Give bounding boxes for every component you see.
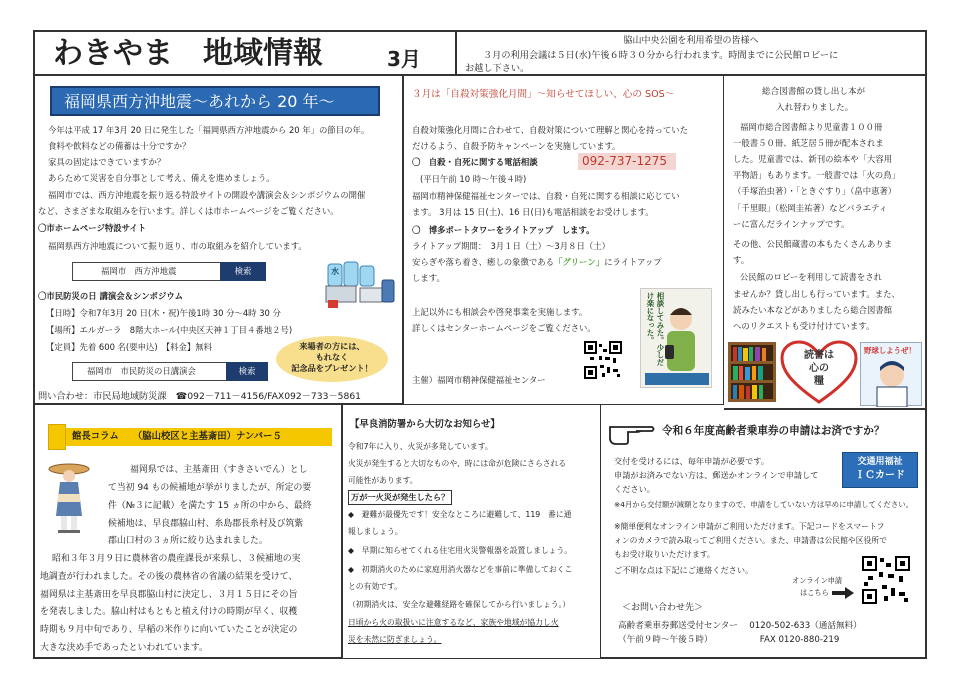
month-label: 3月: [387, 47, 421, 71]
quake-banner: [50, 86, 380, 116]
library-line-15: へのリクエストも受け付けています。: [733, 321, 875, 331]
senior-line-6: ォンのカメラで読み取ってご利用ください。また、申請書は公民館や区役所で: [614, 536, 887, 545]
senior-line-2: 申請がお済みでない方は、郵送かオンラインで申請して: [614, 470, 819, 480]
senior-line-5: ※簡単便利なオンライン申請がご利用いただけます。下記コードをスマートフ: [614, 522, 885, 531]
phone-number[interactable]: 092-737-1275: [582, 154, 668, 168]
fire-closing-1: 日頃から火の取扱いに注意するなど、家族や地域が協力し火: [348, 618, 559, 627]
library-line-10: その他、公民館蔵書の本もたくさんありま: [733, 239, 893, 249]
search-bar-quake-text: 福岡市 西方沖地震: [101, 266, 177, 276]
tower-line: [412, 256, 662, 269]
column-line-7: 地調査が行われました。その後の農林省の省議の結果を受けて、: [40, 572, 298, 582]
library-line-13: ませんか？貸し出しも行っています。また、: [733, 289, 900, 299]
suicide-line-4: ます。 3月は 15 日(土)、16 日(日)も電話相談をお受けします。: [412, 207, 654, 217]
library-line-5: した。児童書では、新刊の絵本や「大容用: [733, 154, 893, 164]
page-title: わきやま 地域情報: [53, 36, 323, 71]
column-line-5: 郡山口村の３ヵ所に絞り込まれました。: [108, 536, 268, 546]
statue-figure: [44, 460, 94, 534]
column-line-3: 件（№３に記載）を満たす 15 ヵ所の中から、最終: [108, 501, 312, 511]
senior-line-3: ください。: [614, 484, 655, 494]
tower-line-pre: 安らぎや落ち着き、癒しの象徴である: [412, 257, 555, 267]
search-button-quake[interactable]: 検索: [220, 262, 266, 281]
suicide-line-6: 詳しくはセンターホームページをご覧ください。: [412, 323, 596, 333]
suicide-title: ３月は「自殺対策強化月間」～知らせてほしい、心の SOS～: [412, 89, 675, 100]
fire-item-6: （初期消火は、安全な避難経路を確保してから行いましょう。）: [348, 600, 571, 609]
fire-item-4: ◆ 初期消火のために家庭用消火器などを事前に準備しておくこ: [348, 565, 573, 574]
bookshelf-image: [728, 342, 776, 402]
library-line-11: す。: [733, 255, 750, 265]
tower-end: します。: [412, 273, 445, 283]
phone-hours: (平日午前 10 時～午後４時): [420, 174, 527, 184]
book-cover-title: 野球しようぜ！: [864, 346, 916, 355]
column-title: 館長コラム （脇山校区と主基斎田）ナンバー５: [72, 431, 282, 442]
contact-title: ＜お問い合わせ先＞: [622, 603, 704, 613]
contact-line-1: 高齢者乗車券郵送受付センター 0120-502-633（通話無料）: [618, 621, 862, 631]
column-line-10: 時期も９月中旬であり、早稲の米作りに向いていたことが決定の: [40, 625, 298, 635]
search-button-symposium[interactable]: 検索: [226, 362, 268, 381]
suicide-line-2: だけるよう、自殺予防キャンペーンを実施しています。: [412, 141, 621, 151]
column-line-4: 候補地は、早良郡脇山村、糸島郡長糸村及び筑紫: [108, 519, 304, 529]
quake-contact: 問い合わせ：市民局地域防災課 ☎092－711－4156/FAX092－733－5861: [38, 391, 362, 402]
suicide-line-5: 上記以外にも相談会や啓発事業を実施します。: [412, 307, 588, 317]
quake-line-1: 今年は平成 17 年3月 20 日に発生した「福岡県西方沖地震から 20 年」の節目の年。: [48, 125, 370, 135]
tower-line-post: にライトアップ: [604, 257, 662, 267]
symposium-line-2: 【場所】エルガーラ 8階大ホール(中央区天神１丁目４番地２号): [46, 325, 293, 335]
park-notice: [457, 30, 927, 76]
park-notice-title: 脇山中央公園を利用希望の皆様へ: [623, 36, 759, 46]
park-notice-line-2: お越し下さい。: [465, 63, 530, 74]
ic-card-line-2: ＩＣカード: [855, 470, 905, 481]
present-bubble: [276, 336, 388, 382]
supplies-icon-label: 水: [331, 267, 339, 276]
search-bar-symposium-text: 福岡市 市民防災の日講演会: [87, 366, 196, 376]
heart-text: [780, 349, 858, 388]
quake-line-4: あらためて災害を自分事として考え、備えを進めましょう。: [48, 173, 275, 183]
column-line-9: を発表しました。脇山村はもともと植え付けの時期が早く、収穫: [40, 607, 298, 617]
qr-code-online[interactable]: [862, 556, 910, 604]
heart-icon: [780, 340, 858, 406]
fire-item-3: ◆ 早期に知らせてくれる住宅用火災警報器を設置しましょう。: [348, 546, 573, 555]
search-bar-symposium[interactable]: [72, 362, 268, 381]
pointing-hand-icon: [608, 418, 656, 446]
fire-title: 【早良消防署から大切なお知らせ】: [350, 419, 500, 430]
quake-title: 福岡県西方沖地震～あれから 20 年～: [64, 92, 335, 111]
tower-green: 「グリーン」: [554, 257, 605, 267]
emergency-supplies-icon: [322, 256, 398, 310]
senior-line-4: ※4月から交付額が減額となりますので、申請をしていない方は早めに申請してください。: [614, 500, 913, 509]
library-line-6: 平物語」もあります。一般書では「火の鳥」: [733, 170, 900, 180]
senior-line-7: もお受け取りいただけます。: [614, 550, 715, 559]
symposium-heading: 〇市民防災の日 講演会＆シンポジウム: [38, 291, 183, 301]
column-line-11: 大きな決め手であったといわれています。: [40, 643, 208, 653]
quake-line-3: 家具の固定はできていますか？: [48, 157, 166, 167]
library-line-8: 「千里眼」（松岡圭祐著）などバラエティ: [733, 203, 888, 213]
consultation-poster: [640, 288, 712, 388]
fire-line-2: 火災が発生すると大切なものや、時には命が危険にさらされる: [348, 459, 567, 468]
heart-line-3: 糧: [814, 376, 824, 387]
fire-item-2: 報しましょう。: [348, 527, 403, 536]
qr-code-suicide[interactable]: [584, 341, 622, 379]
quake-line-6: など、さまざまな取組みを行います。詳しくは市ホームページをご覧ください。: [38, 206, 339, 216]
ic-card-image: [842, 452, 918, 488]
present-bubble-line-2: もれなく: [315, 352, 349, 362]
present-bubble-line-1: 来場者の方には、: [299, 341, 365, 351]
phone-label: 〇 自殺・自死に関する電話相談: [412, 157, 538, 167]
search-bar-quake[interactable]: [72, 262, 266, 281]
heart-line-1: 読書は: [804, 350, 834, 361]
column-line-1: 福岡県では、主基斎田（すきさいでん）とし: [130, 465, 308, 475]
library-line-12: 公民館のロビーを利用して読書をされ: [740, 272, 883, 282]
column-line-8: 福岡県は主基斎田を早良郡脇山村に決定し、３月１５日にその旨: [40, 590, 298, 600]
library-line-14: 読みたい本などがありましたら総合図書館: [733, 305, 893, 315]
fire-line-3: 可能性があります。: [348, 476, 418, 485]
fire-item-1: ◆ 避難が最優先です！安全なところに避難して、119 番に通: [348, 510, 572, 519]
senior-line-8: ご不明な点は下記にご連絡ください。: [614, 565, 754, 575]
fire-heading: 万が一火災が発生したら？: [348, 490, 452, 505]
library-line-2: 入れ替わりました。: [776, 103, 854, 113]
present-bubble-line-3: 記念品をプレゼント！: [291, 363, 373, 373]
contact-line-2: （午前９時～午後５時） FAX 0120-880-219: [618, 635, 840, 645]
ic-card-line-1: 交通用福祉: [857, 457, 903, 467]
senior-title: 令和６年度高齢者乗車券の申請はお済ですか？: [662, 425, 885, 437]
fire-item-5: との有効です。: [348, 582, 402, 591]
quake-line-2: 食料や飲料などの備蓄は十分ですか？: [48, 141, 191, 151]
symposium-line-1: 【日時】令和7年3月 20 日(木・祝)午後1時 30 分～4時 30 分: [46, 308, 281, 318]
online-label-2: はこちら: [800, 588, 829, 597]
library-line-9: ーに富んだラインナップです。: [733, 219, 850, 229]
arrow-right-icon: [832, 584, 854, 596]
site-heading: 〇市ホームページ特設サイト: [38, 223, 147, 233]
senior-line-1: 交付を受けるには、毎年申請が必要です。: [614, 456, 769, 466]
tower-label: 〇 博多ポートタワーをライトアップ します。: [412, 225, 595, 235]
suicide-line-3: 福岡市精神保健福祉センターでは、自殺・自死に関する相談に応じてい: [412, 191, 680, 201]
library-line-7: （手塚治虫著）・「ときぐすり」（畠中恵著）: [733, 186, 897, 196]
column-line-2: て当初 94 もの候補地が挙がりましたが、所定の要: [108, 483, 312, 493]
library-line-4: 一般書５０冊、紙芝居５冊が配本されま: [733, 138, 884, 148]
fire-line-1: 令和7年に入り、火災が多発しています。: [348, 442, 493, 451]
park-notice-line-1: ３月の利用会議は５日(水)午後６時３０分から行われます。時間までに公民館ロビーに: [483, 50, 839, 61]
column-title-tab: [48, 424, 66, 450]
site-text: 福岡県西方沖地震について振り返り、市の取組みを紹介しています。: [48, 241, 307, 251]
quake-line-5: 福岡市では、西方沖地震を振り返る特設サイトの開設や講演会＆シンポジウムの開催: [48, 190, 366, 200]
header-title-box: [33, 30, 457, 76]
baseball-book-cover: [860, 342, 922, 406]
fire-closing-2: 災を未然に防ぎましょう。: [348, 635, 442, 644]
suicide-line-1: 自殺対策強化月間に合わせて、自殺対策について理解と関心を持っていた: [412, 125, 689, 135]
poster-caption: 相談してみた。少しだけ楽になった。: [646, 292, 665, 366]
library-line-1: 総合図書館の貸し出し本が: [762, 87, 866, 97]
symposium-line-3: 【定員】先着 600 名(要申込) 【料金】無料: [46, 342, 213, 352]
online-label-1: オンライン申請: [792, 576, 843, 585]
suicide-organizer: 主催）福岡市精神保健福祉センター: [412, 375, 546, 385]
tower-period: ライトアップ期間： 3月１日（土）～3月８日（土）: [412, 241, 610, 251]
column-line-6: 昭和３年３月９日に農林省の農産課長が来県し、３候補地の実: [52, 554, 301, 564]
heart-line-2: 心の: [809, 363, 829, 374]
library-line-3: 福岡市総合図書館より児童書１００冊: [740, 122, 883, 132]
